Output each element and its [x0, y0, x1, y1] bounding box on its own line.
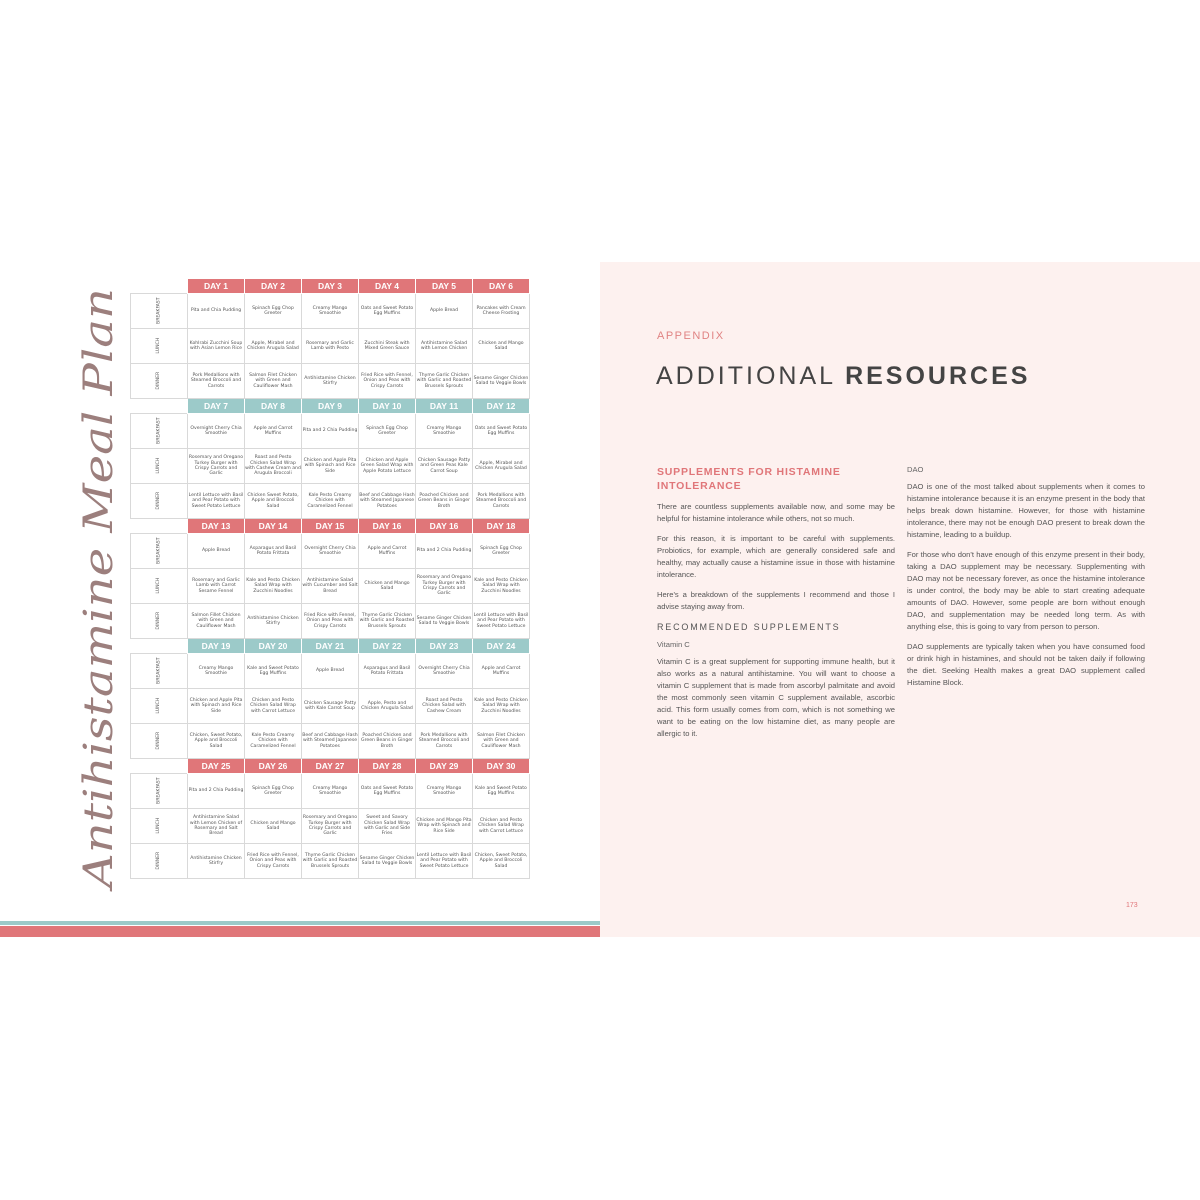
meal-cell: Chicken Sweet Potato, Apple and Broccoli Salad [245, 484, 302, 519]
meal-row-dinner [131, 484, 530, 519]
meal-cell: Kale and Sweet Potato Egg Muffins [473, 774, 530, 809]
text-column-left [657, 465, 895, 748]
day-header: DAY 20 [245, 639, 302, 654]
intro-paragraph: Here's a breakdown of the supplements I recommend and those I advise staying away from. [657, 590, 895, 611]
meal-cell: Lentil Lettuce with Basil and Pear Potato with Sweet Potato Lettuce [188, 484, 245, 519]
meal-cell: Pita and 2 Chia Pudding [302, 414, 359, 449]
meal-label-text: BREAKFAST [156, 297, 162, 325]
day-header: DAY 25 [188, 759, 245, 774]
meal-cell: Beef and Cabbage Hash with Steamed Japanese Potatoes [302, 724, 359, 759]
meal-cell: Spinach Egg Chop Greeter [245, 294, 302, 329]
header-corner [131, 519, 188, 534]
meal-cell: Chicken and Apple Green Salad Wrap with Apple Potato Lettuce [359, 449, 416, 484]
meal-cell: Rosemary and Garlic Lamb with Pesto [302, 329, 359, 364]
meal-label [131, 294, 188, 329]
meal-cell: Sesame Ginger Chicken Salad to Veggie Bowls [473, 364, 530, 399]
meal-cell: Pita and 2 Chia Pudding [416, 534, 473, 569]
meal-cell: Overnight Cherry Chia Smoothie [416, 654, 473, 689]
intro-paragraph: There are countless supplements available now, and some may be helpful for histamine intolerance while others, not so much. [657, 502, 895, 523]
meal-cell: Chicken and Mango Pita Wrap with Spinach and Rice Side [416, 809, 473, 844]
day-header: DAY 16 [359, 519, 416, 534]
meal-label [131, 604, 188, 639]
meal-cell: Chicken and Apple Pita with Spinach and Rice Side [188, 689, 245, 724]
meal-cell: Sesame Ginger Chicken Salad to Veggie Bowls [359, 844, 416, 879]
day-header: DAY 14 [245, 519, 302, 534]
day-header: DAY 18 [473, 519, 530, 534]
meal-cell: Kale Pesto Creamy Chicken with Caramelized Fennel [245, 724, 302, 759]
recommended-title: RECOMMENDED SUPPLEMENTS [657, 622, 841, 632]
meal-cell: Kale Pesto Creamy Chicken with Caramelized Fennel [302, 484, 359, 519]
vitamin-c-title: Vitamin C [657, 640, 690, 649]
meal-label-text: DINNER [156, 492, 162, 510]
day-header: DAY 13 [188, 519, 245, 534]
meal-cell: Thyme Garlic Chicken with Garlic and Roasted Brussels Sprouts [416, 364, 473, 399]
day-header-row [131, 759, 530, 774]
meal-label-text: DINNER [156, 612, 162, 630]
meal-cell: Beef and Cabbage Hash with Steamed Japanese Potatoes [359, 484, 416, 519]
meal-cell: Oats and Sweet Potato Egg Muffins [473, 414, 530, 449]
day-header: DAY 22 [359, 639, 416, 654]
day-header: DAY 10 [359, 399, 416, 414]
day-header-row [131, 519, 530, 534]
meal-row-dinner [131, 604, 530, 639]
day-header: DAY 8 [245, 399, 302, 414]
meal-cell: Apple Bread [188, 534, 245, 569]
day-header-row [131, 399, 530, 414]
meal-cell: Antihistamine Salad with Lemon Chicken [416, 329, 473, 364]
meal-cell: Antihistamine Chicken Stirfry [302, 364, 359, 399]
meal-cell: Creamy Mango Smoothie [302, 774, 359, 809]
day-header: DAY 4 [359, 279, 416, 294]
meal-cell: Chicken and Mango Salad [473, 329, 530, 364]
day-header: DAY 6 [473, 279, 530, 294]
meal-label [131, 654, 188, 689]
meal-cell: Kale and Pesto Chicken Salad Wrap with Zucchini Noodles [473, 569, 530, 604]
meal-cell: Thyme Garlic Chicken with Garlic and Roasted Brussels Sprouts [359, 604, 416, 639]
meal-cell: Kohlrabi Zucchini Soup with Asian Lemon Rice [188, 329, 245, 364]
meal-row-dinner [131, 844, 530, 879]
meal-label-text: LUNCH [156, 578, 162, 594]
meal-label-text: BREAKFAST [156, 657, 162, 685]
meal-cell: Chicken and Pesto Chicken Salad Wrap with Carrot Lettuce [245, 689, 302, 724]
intro-paragraph: For this reason, it is important to be careful with supplements. Probiotics, for example, which are generally considered safe and healthy, may actually cause a histamine issue in those with histamine intolerance. [657, 534, 895, 579]
meal-cell: Salmon Filet Chicken with Green and Cauliflower Mash [245, 364, 302, 399]
day-header: DAY 24 [473, 639, 530, 654]
meal-cell: Creamy Mango Smoothie [188, 654, 245, 689]
meal-cell: Zucchini Steak with Mixed Green Sauce [359, 329, 416, 364]
day-header: DAY 30 [473, 759, 530, 774]
meal-cell: Fried Rice with Fennel, Onion and Peas with Crispy Carrots [359, 364, 416, 399]
day-header: DAY 19 [188, 639, 245, 654]
heading-light: ADDITIONAL [656, 362, 836, 390]
meal-cell: Spinach Egg Chop Greeter [359, 414, 416, 449]
meal-cell: Fried Rice with Fennel, Onion and Peas with Crispy Carrots [245, 844, 302, 879]
meal-cell: Chicken, Sweet Potato, Apple and Broccoli Salad [473, 844, 530, 879]
meal-cell: Roast and Pesto Chicken Salad Wrap with Cashew Cream and Arugula Broccoli [245, 449, 302, 484]
day-header: DAY 9 [302, 399, 359, 414]
meal-row-breakfast [131, 414, 530, 449]
meal-cell: Lentil Lettuce with Basil and Pear Potato with Sweet Potato Lettuce [473, 604, 530, 639]
meal-label-text: DINNER [156, 852, 162, 870]
meal-plan-title-text: Antihistamine Meal Plan [76, 389, 122, 888]
meal-label [131, 809, 188, 844]
meal-label-text: LUNCH [156, 698, 162, 714]
vitamin-c-paragraph: Vitamin C is a great supplement for supporting immune health, but it also works as a natural antihistamine. You will want to choose a vitamin C supplement that is made from ascorbyl palmitate and avoid the most commonly seen vitamin C supplement available, ascorbic acid. This form usually comes from corn, which is not something we want to be eating on the low histamine diet, as many people are allergic to it. [657, 657, 895, 738]
meal-cell: Fried Rice with Fennel, Onion and Peas with Crispy Carrots [302, 604, 359, 639]
meal-label [131, 364, 188, 399]
day-header: DAY 2 [245, 279, 302, 294]
meal-cell: Rosemary and Oregano Turkey Burger with Crispy Carrots and Garlic [188, 449, 245, 484]
meal-row-lunch [131, 569, 530, 604]
header-corner [131, 639, 188, 654]
meal-label [131, 534, 188, 569]
meal-label-text: LUNCH [156, 338, 162, 354]
meal-cell: Kale and Sweet Potato Egg Muffins [245, 654, 302, 689]
meal-cell: Antihistamine Salad with Lemon Chicken of Rosemary and Salt Bread [188, 809, 245, 844]
meal-cell: Pork Medallions with Steamed Broccoli and Carrots [473, 484, 530, 519]
meal-cell: Creamy Mango Smoothie [416, 774, 473, 809]
meal-cell: Pita and 2 Chia Pudding [188, 774, 245, 809]
meal-cell: Chicken and Pesto Chicken Salad Wrap with Carrot Lettuce [473, 809, 530, 844]
header-corner [131, 759, 188, 774]
meal-cell: Apple, Mirabel and Chicken Arugula Salad [245, 329, 302, 364]
meal-label-text: DINNER [156, 372, 162, 390]
day-header: DAY 3 [302, 279, 359, 294]
meal-cell: Asparagus and Basil Potato Frittata [359, 654, 416, 689]
meal-cell: Poached Chicken and Green Beans in Ginger Broth [416, 484, 473, 519]
meal-row-lunch [131, 809, 530, 844]
meal-cell: Rosemary and Oregano Turkey Burger with Crispy Carrots and Garlic [302, 809, 359, 844]
meal-cell: Lentil Lettuce with Basil and Pear Potato with Sweet Potato Lettuce [416, 844, 473, 879]
day-header-row [131, 639, 530, 654]
meal-cell: Poached Chicken and Green Beans in Ginger Broth [359, 724, 416, 759]
day-header: DAY 21 [302, 639, 359, 654]
meal-label-text: DINNER [156, 732, 162, 750]
page-heading [656, 362, 1030, 391]
meal-cell: Apple, Pesto and Chicken Arugula Salad [359, 689, 416, 724]
meal-cell: Rosemary and Oregano Turkey Burger with Crispy Carrots and Garlic [416, 569, 473, 604]
meal-cell: Kale and Pesto Chicken Salad Wrap with Zucchini Noodles [245, 569, 302, 604]
meal-label [131, 569, 188, 604]
day-header-row [131, 279, 530, 294]
dao-paragraph: DAO supplements are typically taken when you have consumed food or drink high in histamines, and should not be taken daily if following the diet. Seeking Health makes a great DAO supplement called Histamine Block. [907, 642, 1145, 687]
meal-label [131, 844, 188, 879]
meal-cell: Salmon Filet Chicken with Green and Cauliflower Mash [473, 724, 530, 759]
meal-cell: Sweet and Savory Chicken Salad Wrap with Garlic and Side Fries [359, 809, 416, 844]
meal-cell: Chicken and Mango Salad [359, 569, 416, 604]
meal-cell: Antihistamine Chicken Stirfry [188, 844, 245, 879]
appendix-label: APPENDIX [657, 330, 725, 342]
meal-cell: Overnight Cherry Chia Smoothie [302, 534, 359, 569]
meal-cell: Apple Bread [302, 654, 359, 689]
meal-label [131, 329, 188, 364]
meal-label [131, 449, 188, 484]
meal-row-lunch [131, 689, 530, 724]
meal-cell: Sesame Ginger Chicken Salad to Veggie Bowls [416, 604, 473, 639]
dao-paragraph: DAO is one of the most talked about supplements when it comes to histamine intolerance because it is an enzyme present in the body that helps break down histamine. However, for those with histamine intolerance, there may not be enough DAO present to break down the histamine, leading to a buildup. [907, 482, 1145, 539]
meal-cell: Antihistamine Salad with Cucumber and Salt Bread [302, 569, 359, 604]
day-header: DAY 27 [302, 759, 359, 774]
meal-row-breakfast [131, 534, 530, 569]
teal-stripe [0, 921, 600, 925]
meal-cell: Apple Bread [416, 294, 473, 329]
meal-cell: Roast and Pesto Chicken Salad with Cashew Cream [416, 689, 473, 724]
meal-label-text: BREAKFAST [156, 777, 162, 805]
meal-row-lunch [131, 449, 530, 484]
day-header: DAY 1 [188, 279, 245, 294]
meal-cell: Apple and Carrot Muffins [245, 414, 302, 449]
pink-stripe [0, 926, 600, 937]
meal-cell: Oats and Sweet Potato Egg Muffins [359, 774, 416, 809]
meal-cell: Asparagus and Basil Potato Frittata [245, 534, 302, 569]
meal-label-text: BREAKFAST [156, 537, 162, 565]
meal-cell: Pork Medallions with Steamed Broccoli and Carrots [416, 724, 473, 759]
meal-row-breakfast [131, 654, 530, 689]
meal-cell: Pancakes with Cream Cheese Frosting [473, 294, 530, 329]
meal-row-dinner [131, 724, 530, 759]
meal-cell: Apple and Carrot Muffins [359, 534, 416, 569]
meal-row-dinner [131, 364, 530, 399]
meal-label-text: LUNCH [156, 458, 162, 474]
meal-cell: Antihistamine Chicken Stirfry [245, 604, 302, 639]
meal-cell: Apple and Carrot Muffins [473, 654, 530, 689]
meal-cell: Pita and Chia Pudding [188, 294, 245, 329]
day-header: DAY 11 [416, 399, 473, 414]
meal-cell: Creamy Mango Smoothie [416, 414, 473, 449]
dao-paragraph: For those who don't have enough of this enzyme present in their body, taking a DAO supplement may be necessary. Supplementing with DAO may not be necessary forever, as once the histamine intolerance is under control, the body may be able to start creating adequate amounts of DAO. However, some people are born without enough DAO, and supplementation may be needed long term. As with anything else, this is going to vary from person to person. [907, 550, 1145, 631]
meal-cell: Kale and Pesto Chicken Salad Wrap with Zucchini Noodles [473, 689, 530, 724]
day-header: DAY 16 [416, 519, 473, 534]
meal-cell: Pork Medallions with Steamed Broccoli and Carrots [188, 364, 245, 399]
meal-cell: Chicken Sausage Patty with Kale Carrot Soup [302, 689, 359, 724]
meal-cell: Overnight Cherry Chia Smoothie [188, 414, 245, 449]
meal-cell: Chicken, Sweet Potato, Apple and Broccoli Salad [188, 724, 245, 759]
header-corner [131, 399, 188, 414]
meal-cell: Apple, Mirabel and Chicken Arugula Salad [473, 449, 530, 484]
meal-cell: Chicken Sausage Patty and Green Peas Kale Carrot Soup [416, 449, 473, 484]
day-header: DAY 23 [416, 639, 473, 654]
meal-cell: Salmon Fillet Chicken with Green and Cauliflower Mash [188, 604, 245, 639]
meal-label [131, 689, 188, 724]
page-number: 173 [1126, 902, 1138, 909]
meal-label-text: BREAKFAST [156, 417, 162, 445]
meal-row-lunch [131, 329, 530, 364]
meal-label [131, 724, 188, 759]
day-header: DAY 7 [188, 399, 245, 414]
day-header: DAY 29 [416, 759, 473, 774]
meal-cell: Thyme Garlic Chicken with Garlic and Roasted Brussels Sprouts [302, 844, 359, 879]
meal-cell: Spinach Egg Chop Greeter [473, 534, 530, 569]
heading-bold: RESOURCES [845, 362, 1031, 390]
day-header: DAY 28 [359, 759, 416, 774]
day-header: DAY 5 [416, 279, 473, 294]
day-header: DAY 12 [473, 399, 530, 414]
dao-title: DAO [907, 465, 924, 474]
meal-row-breakfast [131, 294, 530, 329]
header-corner [131, 279, 188, 294]
text-column-right [907, 464, 1145, 697]
section-title: SUPPLEMENTS FOR HISTAMINE INTOLERANCE [657, 466, 841, 492]
meal-cell: Chicken and Mango Salad [245, 809, 302, 844]
meal-cell: Chicken and Apple Pita with Spinach and Rice Side [302, 449, 359, 484]
meal-cell: Spinach Egg Chop Greeter [245, 774, 302, 809]
day-header: DAY 15 [302, 519, 359, 534]
meal-cell: Creamy Mango Smoothie [302, 294, 359, 329]
meal-label [131, 484, 188, 519]
meal-row-breakfast [131, 774, 530, 809]
meal-label-text: LUNCH [156, 818, 162, 834]
meal-plan-title [62, 278, 130, 898]
meal-label [131, 414, 188, 449]
day-header: DAY 26 [245, 759, 302, 774]
meal-cell: Rosemary and Garlic Lamb with Carrot Sesame Fennel [188, 569, 245, 604]
meal-plan-table [130, 278, 530, 879]
meal-cell: Oats and Sweet Potato Egg Muffins [359, 294, 416, 329]
meal-label [131, 774, 188, 809]
